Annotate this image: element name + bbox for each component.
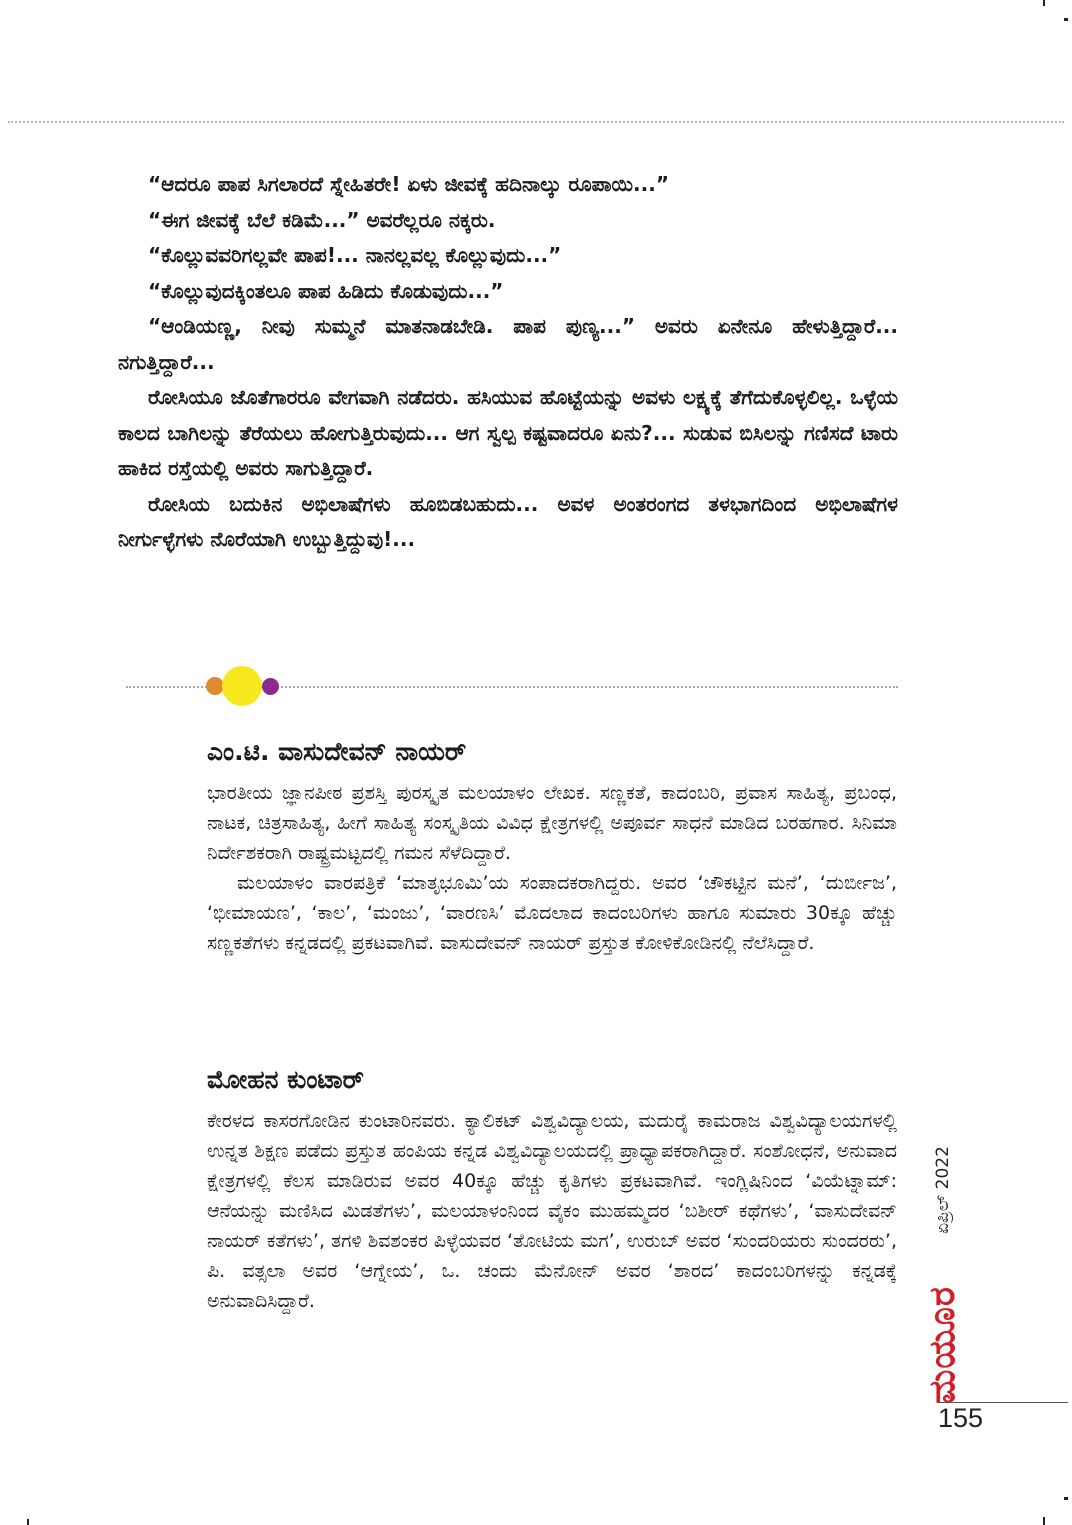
story-paragraph: “ಕೊಲ್ಲುವವರಿಗಲ್ಲವೇ ಪಾಪ!... ನಾನಲ್ಲವಲ್ಲ ಕೊಲ್ಲುವುದು...” (148, 243, 562, 267)
magazine-name-logo: ಮಯೂರ (922, 1286, 963, 1404)
purple-dot-ornament (262, 678, 279, 695)
crop-mark (1064, 18, 1068, 21)
magazine-issue-date: ಏಪ್ರಿಲ್ 2022 (933, 1146, 953, 1234)
story-text (118, 167, 898, 558)
story-paragraph: “ಕೊಲ್ಲುವುದಕ್ಕಿಂತಲೂ ಪಾಪ ಹಿಡಿದು ಕೊಡುವುದು...” (148, 278, 504, 303)
crop-mark (1064, 1497, 1068, 1500)
author-bio-paragraph: ಮಲಯಾಳಂ ವಾರಪತ್ರಿಕೆ ‘ಮಾತೃಭೂಮಿ’ಯ ಸಂಪಾದಕರಾಗಿದ್ದರು. ಅವರ ‘ಚೌಕಟ್ಟಿನ ಮನೆ’, ‘ದುರ್ಬೀಜ’, ‘ಭೀಮಾಯಣ’, ‘ಕಾಲ’, ‘ಮಂಜು’, ‘ವಾರಣಸಿ’ ಮೊದಲಾದ ಕಾದಂಬರಿಗಳು ಹಾಗೂ ಸುಮಾರು 30ಕ್ಕೂ ಹೆಚ್ಚು ಸಣ್ಣಕತೆಗಳು ಕನ್ನಡದಲ್ಲಿ ಪ್ರಕಟವಾಗಿವೆ. ವಾಸುದೇವನ್ ನಾಯರ್ ಪ್ರಸ್ತುತ ಕೋಳಿಕೋಡಿನಲ್ಲಿ ನೆಲೆಸಿದ್ದಾರೆ. (207, 872, 897, 954)
story-paragraph: ರೋಸಿಯ ಬದುಕಿನ ಅಭಿಲಾಷೆಗಳು ಹೂಬಿಡಬಹುದು... ಅವಳ ಅಂತರಂಗದ ತಳಭಾಗದಿಂದ ಅಭಿಲಾಷೆಗಳ ನೀರ್ಗುಳ್ಳೆಗಳು ನೊರೆಯಾಗಿ ಉಬ್ಬುತ್ತಿದ್ದುವು!... (118, 491, 898, 551)
top-dotted-rule (8, 121, 1064, 123)
translator-name: ಮೋಹನ ಕುಂಟಾರ್ (207, 1065, 364, 1094)
magazine-side-label (922, 1080, 963, 1404)
story-paragraph: “ಆದರೂ ಪಾಪ ಸಿಗಲಾರದೆ ಸ್ನೇಹಿತರೇ! ಏಳು ಜೀವಕ್ಕೆ ಹದಿನಾಲ್ಕು ರೂಪಾಯಿ...” (148, 172, 669, 196)
crop-mark (1043, 0, 1045, 6)
translator-bio (207, 1062, 897, 1316)
section-divider (126, 666, 898, 708)
page-number: 155 (938, 1403, 984, 1433)
author-bio (207, 734, 897, 958)
crop-mark (1043, 1517, 1045, 1525)
story-paragraph: ರೋಸಿಯೂ ಜೊತೆಗಾರರೂ ವೇಗವಾಗಿ ನಡೆದರು. ಹಸಿಯುವ ಹೊಟ್ಟೆಯನ್ನು ಅವಳು ಲಕ್ಷ್ಯಕ್ಕೆ ತೆಗೆದುಕೊಳ್ಳಲಿಲ್ಲ. ಒಳ್ಳೆಯ ಕಾಲದ ಬಾಗಿಲನ್ನು ತೆರೆಯಲು ಹೋಗುತ್ತಿರುವುದು... ಆಗ ಸ್ವಲ್ಪ ಕಷ್ಟವಾದರೂ ಏನು?... ಸುಡುವ ಬಿಸಿಲನ್ನು ಗಣಿಸದೆ ಟಾರು ಹಾಕಿದ ರಸ್ತೆಯಲ್ಲಿ ಅವರು ಸಾಗುತ್ತಿದ್ದಾರೆ. (118, 385, 898, 480)
story-paragraph: “ಆಂಡಿಯಣ್ಣ, ನೀವು ಸುಮ್ಮನೆ ಮಾತನಾಡಬೇಡಿ. ಪಾಪ ಪುಣ್ಯ...” ಅವರು ಏನೇನೂ ಹೇಳುತ್ತಿದ್ದಾರೆ... ನಗುತ್ತಿದ್ದಾರೆ... (118, 314, 898, 374)
author-name: ಎಂ.ಟಿ. ವಾಸುದೇವನ್ ನಾಯರ್ (207, 737, 467, 766)
translator-bio-paragraph: ಕೇರಳದ ಕಾಸರಗೋಡಿನ ಕುಂಟಾರಿನವರು. ಕ್ಯಾಲಿಕಟ್ ವಿಶ್ವವಿದ್ಯಾಲಯ, ಮದುರೈ ಕಾಮರಾಜ ವಿಶ್ವವಿದ್ಯಾಲಯಗಳಲ್ಲಿ ಉನ್ನತ ಶಿಕ್ಷಣ ಪಡೆದು ಪ್ರಸ್ತುತ ಹಂಪಿಯ ಕನ್ನಡ ವಿಶ್ವವಿದ್ಯಾಲಯದಲ್ಲಿ ಪ್ರಾಧ್ಯಾಪಕರಾಗಿದ್ದಾರೆ. ಸಂಶೋಧನೆ, ಅನುವಾದ ಕ್ಷೇತ್ರಗಳಲ್ಲಿ ಕೆಲಸ ಮಾಡಿರುವ ಅವರ 40ಕ್ಕೂ ಹೆಚ್ಚು ಕೃತಿಗಳು ಪ್ರಕಟವಾಗಿವೆ. ಇಂಗ್ಲಿಷಿನಿಂದ ‘ವಿಯೆಟ್ನಾಮ್: ಆನೆಯನ್ನು ಮಣಿಸಿದ ಮಿಡತೆಗಳು’, ಮಲಯಾಳಂನಿಂದ ವೈಕಂ ಮುಹಮ್ಮದರ ‘ಬಶೀರ್ ಕಥೆಗಳು’, ‘ವಾಸುದೇವನ್ ನಾಯರ್ ಕತೆಗಳು’, ತಗಳಿ ಶಿವಶಂಕರ ಪಿಳ್ಳೆಯವರ ‘ತೋಟಿಯ ಮಗ’, ಉರುಬ್ ಅವರ ‘ಸುಂದರಿಯರು ಸುಂದರರು’, ಪಿ. ವತ್ಸಲಾ ಅವರ ‘ಆಗ್ನೇಯ’, ಒ. ಚಂದು ಮೆನೋನ್ ಅವರ ‘ಶಾರದ’ ಕಾದಂಬರಿಗಳನ್ನು ಕನ್ನಡಕ್ಕೆ ಅನುವಾದಿಸಿದ್ದಾರೆ. (207, 1110, 897, 1312)
story-paragraph: “ಈಗ ಜೀವಕ್ಕೆ ಬೆಲೆ ಕಡಿಮೆ...” ಅವರೆಲ್ಲರೂ ನಕ್ಕರು. (148, 207, 496, 232)
author-bio-paragraph: ಭಾರತೀಯ ಜ್ಞಾನಪೀಠ ಪ್ರಶಸ್ತಿ ಪುರಸ್ಕೃತ ಮಲಯಾಳಂ ಲೇಖಕ. ಸಣ್ಣಕತೆ, ಕಾದಂಬರಿ, ಪ್ರವಾಸ ಸಾಹಿತ್ಯ, ಪ್ರಬಂಧ, ನಾಟಕ, ಚಿತ್ರಸಾಹಿತ್ಯ, ಹೀಗೆ ಸಾಹಿತ್ಯ ಸಂಸ್ಕೃತಿಯ ವಿವಿಧ ಕ್ಷೇತ್ರಗಳಲ್ಲಿ ಅಪೂರ್ವ ಸಾಧನೆ ಮಾಡಿದ ಬರಹಗಾರ. ಸಿನಿಮಾ ನಿರ್ದೇಶಕರಾಗಿ ರಾಷ್ಟ್ರಮಟ್ಟದಲ್ಲಿ ಗಮನ ಸೆಳೆದಿದ್ದಾರೆ. (207, 782, 897, 864)
crop-mark (27, 1519, 29, 1525)
yellow-dot-ornament (222, 666, 262, 706)
